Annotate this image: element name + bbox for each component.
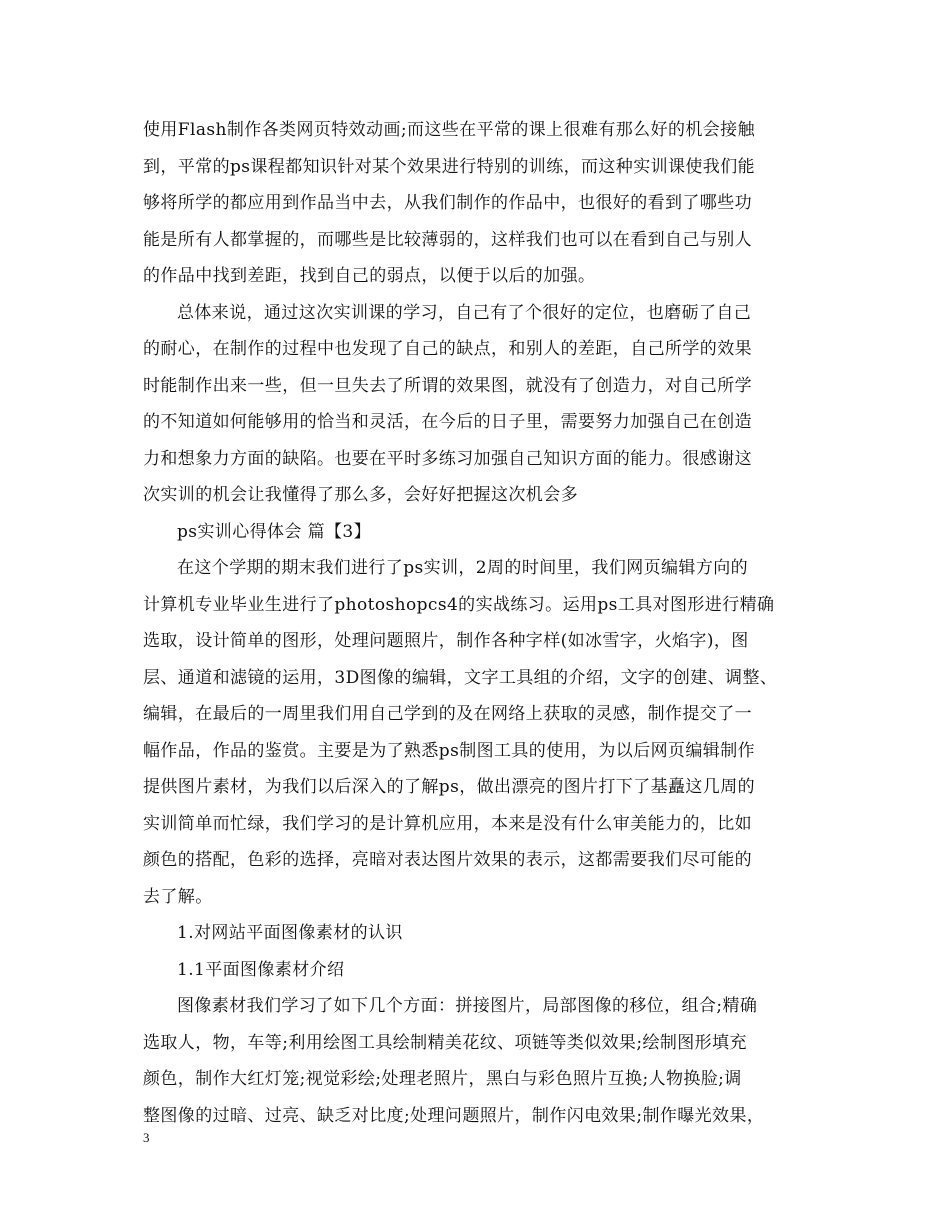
- section-heading: ps实训心得体会 篇【3】: [177, 521, 372, 542]
- text-line: 够将所学的都应用到作品当中去，从我们制作的作品中，也很好的看到了哪些功: [143, 193, 752, 213]
- text-line: 层、通道和滤镜的运用，3D图像的编辑，文字工具组的介绍，文字的创建、调整、: [143, 667, 778, 688]
- text-line: 颜色的搭配，色彩的选择，亮暗对表达图片效果的表示，这都需要我们尽可能的: [143, 850, 752, 870]
- text-line: 的作品中找到差距，找到自己的弱点，以便于以后的加强。: [143, 266, 596, 286]
- text-line: 提供图片素材，为我们以后深入的了解ps，做出漂亮的图片打下了基矗这几周的: [143, 777, 756, 797]
- text-line: 选取人，物，车等;利用绘图工具绘制精美花纹、项链等类似效果;绘制图形填充: [143, 1032, 747, 1053]
- paragraph-start: 在这个学期的期末我们进行了ps实训，2周的时间里，我们网页编辑方向的: [177, 558, 749, 578]
- paragraph-start: 图像素材我们学习了如下几个方面：拼接图片，局部图像的移位，组合;精确: [177, 996, 758, 1016]
- text-line: 选取，设计简单的图形，处理问题照片，制作各种字样(如冰雪字，火焰字)，图: [143, 631, 749, 651]
- text-line: 使用Flash制作各类网页特效动画;而这些在平常的课上很难有那么好的机会接触: [143, 120, 755, 140]
- text-line: 时能制作出来一些，但一旦失去了所谓的效果图，就没有了创造力，对自己所学: [143, 375, 752, 396]
- text-line: 能是所有人都掌握的，而哪些是比较薄弱的，这样我们也可以在看到自己与别人: [143, 229, 752, 250]
- document-body: [143, 112, 823, 1134]
- text-line: 的不知道如何能够用的恰当和灵活，在今后的日子里，需要努力加强自己在创造: [143, 412, 752, 432]
- paragraph-start: 总体来说，通过这次实训课的学习，自己有了个很好的定位，也磨砺了自己: [177, 302, 752, 323]
- text-line: 的耐心，在制作的过程中也发现了自己的缺点，和别人的差距，自己所学的效果: [143, 339, 752, 359]
- text-line: 整图像的过暗、过亮、缺乏对比度;处理问题照片，制作闪电效果;制作曝光效果，: [143, 1105, 765, 1126]
- text-line: 到，平常的ps课程都知识针对某个效果进行特别的训练，而这种实训课使我们能: [143, 156, 756, 177]
- text-line: 计算机专业毕业生进行了photoshopcs4的实战练习。运用ps工具对图形进行精确: [143, 594, 775, 615]
- text-line: 颜色，制作大红灯笼;视觉彩绘;处理老照片，黑白与彩色照片互换;人物换脸;调: [143, 1069, 742, 1089]
- page-number: 3: [143, 1130, 150, 1145]
- text-line: 幅作品，作品的鉴赏。主要是为了熟悉ps制图工具的使用，为以后网页编辑制作: [143, 740, 756, 761]
- text-line: 次实训的机会让我懂得了那么多，会好好把握这次机会多: [143, 485, 578, 505]
- subheading: 1.对网站平面图像素材的认识: [177, 923, 403, 943]
- text-line: 力和想象力方面的缺陷。也要在平时多练习加强自己知识方面的能力。很感谢这: [143, 448, 752, 469]
- text-line: 去了解。: [143, 886, 213, 907]
- subheading: 1.1平面图像素材介绍: [177, 959, 345, 980]
- text-line: 实训简单而忙绿，我们学习的是计算机应用，本来是没有什么审美能力的，比如: [143, 813, 752, 834]
- text-line: 编辑，在最后的一周里我们用自己学到的及在网络上获取的灵感，制作提交了一: [143, 704, 752, 724]
